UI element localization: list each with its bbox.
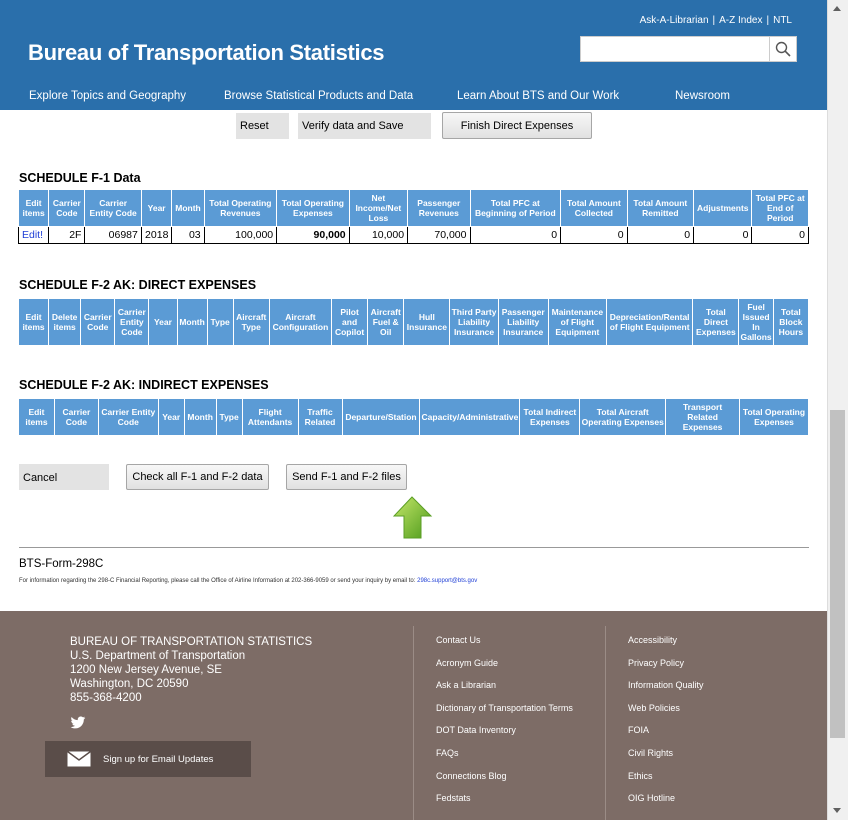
f2i-header: Total Aircraft Operating Expenses — [580, 399, 666, 436]
f1-header: Total Operating Revenues — [204, 190, 277, 227]
verify-save-button[interactable]: Verify data and Save — [298, 113, 431, 139]
f2-indirect-section-title: SCHEDULE F-2 AK: INDIRECT EXPENSES — [19, 378, 269, 392]
footer-link[interactable]: Acronym Guide — [436, 657, 499, 668]
nav-learn-about[interactable]: Learn About BTS and Our Work — [457, 90, 620, 102]
email-signup-button[interactable] — [45, 741, 251, 777]
site-footer — [0, 611, 827, 820]
f2i-header: Traffic Related — [298, 399, 342, 436]
f1-header: Total PFC at End of Period — [752, 190, 809, 227]
f2i-header: Total Operating Expenses — [739, 399, 808, 436]
cell-remitted: 0 — [627, 227, 693, 244]
nav-explore-topics[interactable]: Explore Topics and Geography — [29, 90, 187, 102]
footer-phone: 855-368-4200 — [70, 692, 142, 704]
f2i-header: Departure/Station — [342, 399, 420, 436]
finish-direct-expenses-button[interactable]: Finish Direct Expenses — [442, 112, 592, 139]
search-button[interactable] — [769, 37, 796, 61]
search-box — [580, 36, 797, 62]
f2d-header: Delete items — [49, 299, 81, 346]
footer-link[interactable]: Accessibility — [628, 635, 678, 645]
f2i-header: Capacity/Administrative — [420, 399, 520, 436]
f1-header: Total Amount Remitted — [627, 190, 693, 227]
footer-org-name: BUREAU OF TRANSPORTATION STATISTICS — [70, 636, 313, 648]
cancel-button[interactable]: Cancel — [19, 464, 109, 490]
nav-newsroom[interactable]: Newsroom — [675, 90, 730, 102]
f2d-header: Pilot and Copilot — [332, 299, 368, 346]
f2d-header: Aircraft Fuel & Oil — [368, 299, 404, 346]
f2i-header: Carrier Entity Code — [98, 399, 158, 436]
f1-header: Year — [141, 190, 172, 227]
f2d-header: Aircraft Configuration — [269, 299, 331, 346]
f1-header: Net Income/Net Loss — [349, 190, 407, 227]
f2i-header: Flight Attendants — [242, 399, 298, 436]
f2d-header: Carrier Code — [81, 299, 115, 346]
reset-button[interactable]: Reset — [236, 113, 289, 139]
f2d-header: Hull Insurance — [404, 299, 450, 346]
f2-direct-section-title: SCHEDULE F-2 AK: DIRECT EXPENSES — [19, 278, 257, 292]
cell-pfc-begin: 0 — [470, 227, 561, 244]
f2d-header: Total Direct Expenses — [693, 299, 739, 346]
f1-header: Passenger Revenues — [408, 190, 470, 227]
f1-header: Month — [172, 190, 204, 227]
f1-table — [18, 189, 809, 244]
form-id: BTS-Form-298C — [19, 558, 104, 570]
search-icon — [775, 41, 791, 57]
footer-street: 1200 New Jersey Avenue, SE — [70, 664, 222, 676]
scroll-up-icon[interactable] — [833, 6, 841, 11]
f2i-header: Edit items — [19, 399, 55, 436]
site-header — [0, 0, 827, 110]
footer-links-col2 — [628, 635, 704, 816]
site-title[interactable]: Bureau of Transportation Statistics — [28, 40, 385, 65]
check-data-button[interactable]: Check all F-1 and F-2 data — [126, 464, 269, 490]
f2i-header: Carrier Code — [54, 399, 98, 436]
footer-link[interactable]: OIG Hotline — [628, 793, 676, 804]
footer-link[interactable]: Fedstats — [436, 793, 471, 804]
cell-collected: 0 — [561, 227, 627, 244]
f1-section-title: SCHEDULE F-1 Data — [19, 171, 141, 185]
f2d-header: Year — [149, 299, 177, 346]
footer-address — [70, 635, 312, 705]
f2d-header: Depreciation/Rental of Flight Equipment — [606, 299, 692, 346]
cell-net-income: 10,000 — [349, 227, 407, 244]
divider — [19, 547, 809, 548]
utility-links: Ask-A-Librarian | A-Z Index | NTL — [639, 15, 792, 26]
envelope-icon — [67, 751, 91, 767]
ask-a-librarian-link[interactable]: Ask-A-Librarian — [639, 15, 709, 26]
vertical-scrollbar[interactable] — [827, 0, 848, 820]
footer-link[interactable]: Ethics — [628, 770, 653, 781]
scroll-thumb[interactable] — [830, 410, 845, 738]
f2d-header: Aircraft Type — [233, 299, 269, 346]
f2d-header: Carrier Entity Code — [115, 299, 149, 346]
f2i-header: Total Indirect Expenses — [520, 399, 580, 436]
footer-link[interactable]: FAQs — [436, 747, 459, 758]
footer-link[interactable]: Web Policies — [628, 702, 680, 713]
f2d-header: Maintenance of Flight Equipment — [548, 299, 606, 346]
scroll-down-icon[interactable] — [833, 808, 841, 813]
footer-divider — [605, 626, 606, 820]
cell-pfc-end: 0 — [752, 227, 809, 244]
a-z-index-link[interactable]: A-Z Index — [719, 15, 763, 26]
footer-divider — [413, 626, 414, 820]
footnote-text: For information regarding the 298-C Financial Reporting, please call the Office of Airline Information at 202-366-9059 or send your inquiry by email to: — [19, 578, 416, 584]
footer-dept: U.S. Department of Transportation — [70, 650, 246, 662]
search-input[interactable] — [581, 37, 771, 61]
f2d-header: Fuel Issued In Gallons — [739, 299, 773, 346]
footer-city: Washington, DC 20590 — [70, 678, 189, 690]
footer-link[interactable]: Dictionary of Transportation Terms — [436, 702, 573, 713]
f2d-header: Type — [207, 299, 233, 346]
twitter-icon[interactable] — [70, 716, 86, 730]
f2-direct-table — [18, 298, 809, 346]
nav-browse-products[interactable]: Browse Statistical Products and Data — [224, 90, 414, 102]
f2d-header: Passenger Liability Insurance — [498, 299, 548, 346]
footer-link[interactable]: Ask a Librarian — [436, 680, 497, 691]
main-nav — [0, 90, 827, 104]
cell-entity-code: 06987 — [85, 227, 141, 244]
cell-month: 03 — [172, 227, 204, 244]
f2-indirect-table — [18, 398, 809, 436]
footer-links-col1 — [436, 635, 573, 816]
cell-carrier-code: 2F — [49, 227, 85, 244]
cell-total-op-exp: 90,000 — [277, 227, 350, 244]
f1-header: Carrier Code — [49, 190, 85, 227]
footnote — [19, 578, 477, 584]
footer-link[interactable]: Information Quality — [628, 680, 704, 691]
edit-link[interactable]: Edit! — [19, 227, 49, 244]
table-row — [19, 227, 809, 244]
f2d-header: Edit items — [19, 299, 49, 346]
f1-header: Edit items — [19, 190, 49, 227]
f2i-header: Transport Related Expenses — [666, 399, 740, 436]
cell-total-op-rev: 100,000 — [204, 227, 277, 244]
footer-link[interactable]: Privacy Policy — [628, 657, 685, 668]
f2i-header: Type — [216, 399, 242, 436]
send-files-button[interactable]: Send F-1 and F-2 files — [286, 464, 407, 490]
footer-link[interactable]: Contact Us — [436, 635, 481, 645]
footer-link[interactable]: Connections Blog — [436, 770, 507, 781]
footer-link[interactable]: FOIA — [628, 725, 650, 736]
f2d-header: Total Block Hours — [773, 299, 808, 346]
ntl-link[interactable]: NTL — [773, 15, 792, 26]
email-signup-label: Sign up for Email Updates — [103, 753, 214, 765]
support-email-link[interactable]: 298c.support@bts.gov — [417, 578, 478, 584]
cell-pass-rev: 70,000 — [408, 227, 470, 244]
f2d-header: Third Party Liability Insurance — [450, 299, 498, 346]
f1-header: Total Operating Expenses — [277, 190, 350, 227]
cell-year: 2018 — [141, 227, 172, 244]
f1-header: Total Amount Collected — [561, 190, 627, 227]
footer-link[interactable]: Civil Rights — [628, 747, 674, 758]
f2i-header: Year — [158, 399, 184, 436]
f2i-header: Month — [184, 399, 216, 436]
cell-adjustments: 0 — [694, 227, 752, 244]
f2d-header: Month — [177, 299, 207, 346]
f1-header: Carrier Entity Code — [85, 190, 141, 227]
footer-link[interactable]: DOT Data Inventory — [436, 725, 516, 736]
f1-header: Total PFC at Beginning of Period — [470, 190, 561, 227]
arrow-up-icon — [393, 496, 433, 540]
f1-header: Adjustments — [694, 190, 752, 227]
